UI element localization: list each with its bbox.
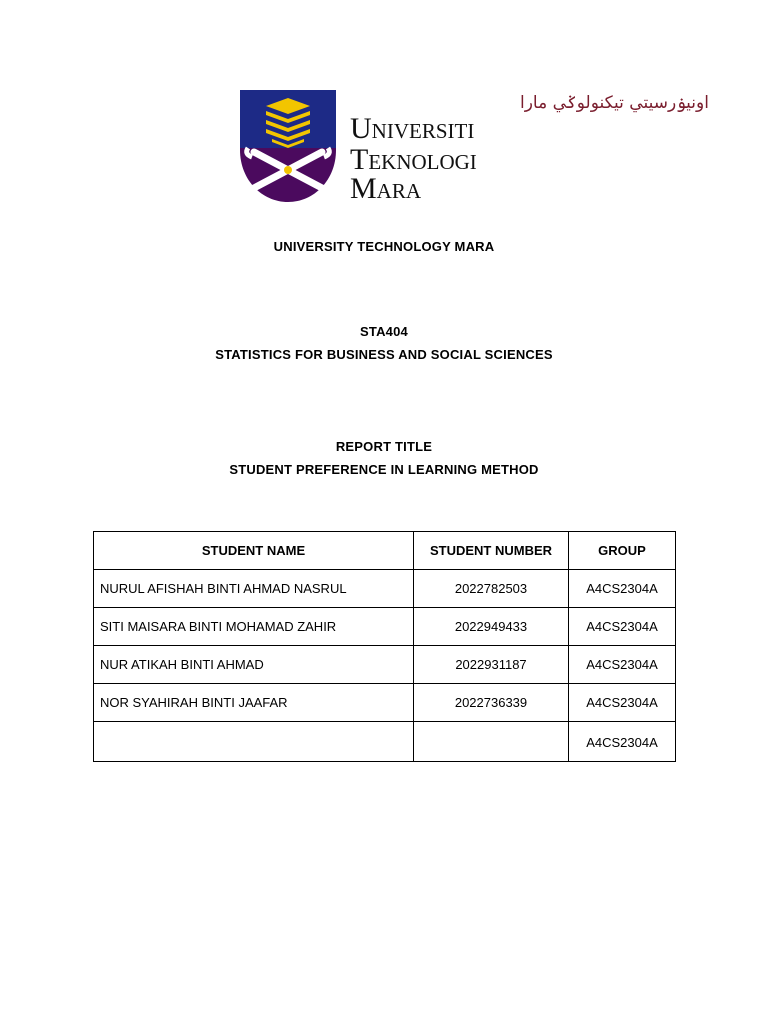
logo-wordmark-line2: Teknologi — [350, 143, 477, 176]
uitm-shield-emblem — [240, 90, 336, 202]
student-number-cell: 2022931187 — [414, 646, 569, 684]
course-name: STATISTICS FOR BUSINESS AND SOCIAL SCIENCES — [215, 347, 553, 362]
student-name-cell: NUR ATIKAH BINTI AHMAD — [94, 646, 414, 684]
group-cell: A4CS2304A — [569, 608, 676, 646]
group-cell: A4CS2304A — [569, 684, 676, 722]
table-row — [94, 646, 676, 684]
student-name-cell — [94, 722, 414, 762]
group-cell: A4CS2304A — [569, 570, 676, 608]
table-row — [94, 608, 676, 646]
column-header-group: GROUP — [569, 532, 676, 570]
group-cell: A4CS2304A — [569, 722, 676, 762]
student-name-cell: NOR SYAHIRAH BINTI JAAFAR — [94, 684, 414, 722]
student-table — [93, 531, 676, 762]
student-number-cell: 2022736339 — [414, 684, 569, 722]
report-title-label: REPORT TITLE — [335, 439, 433, 454]
group-cell: A4CS2304A — [569, 646, 676, 684]
student-number-cell: 2022949433 — [414, 608, 569, 646]
logo-wordmark-line1: Universiti — [350, 112, 475, 145]
student-number-cell: 2022782503 — [414, 570, 569, 608]
university-name: UNIVERSITY TECHNOLOGY MARA — [273, 239, 495, 254]
table-header-row — [94, 532, 676, 570]
course-code: STA404 — [360, 324, 408, 339]
column-header-student-name: STUDENT NAME — [94, 532, 414, 570]
logo-wordmark-line3: Mara — [350, 172, 422, 205]
table-row — [94, 684, 676, 722]
logo-arabic-text: اونيۏرسيتي تيكنولوݢي مارا — [520, 93, 709, 113]
column-header-student-number: STUDENT NUMBER — [414, 532, 569, 570]
uitm-logo — [238, 86, 709, 205]
student-name-cell: NURUL AFISHAH BINTI AHMAD NASRUL — [94, 570, 414, 608]
report-title: STUDENT PREFERENCE IN LEARNING METHOD — [229, 462, 539, 477]
table-row — [94, 722, 676, 762]
table-row — [94, 570, 676, 608]
student-name-cell: SITI MAISARA BINTI MOHAMAD ZAHIR — [94, 608, 414, 646]
student-number-cell — [414, 722, 569, 762]
